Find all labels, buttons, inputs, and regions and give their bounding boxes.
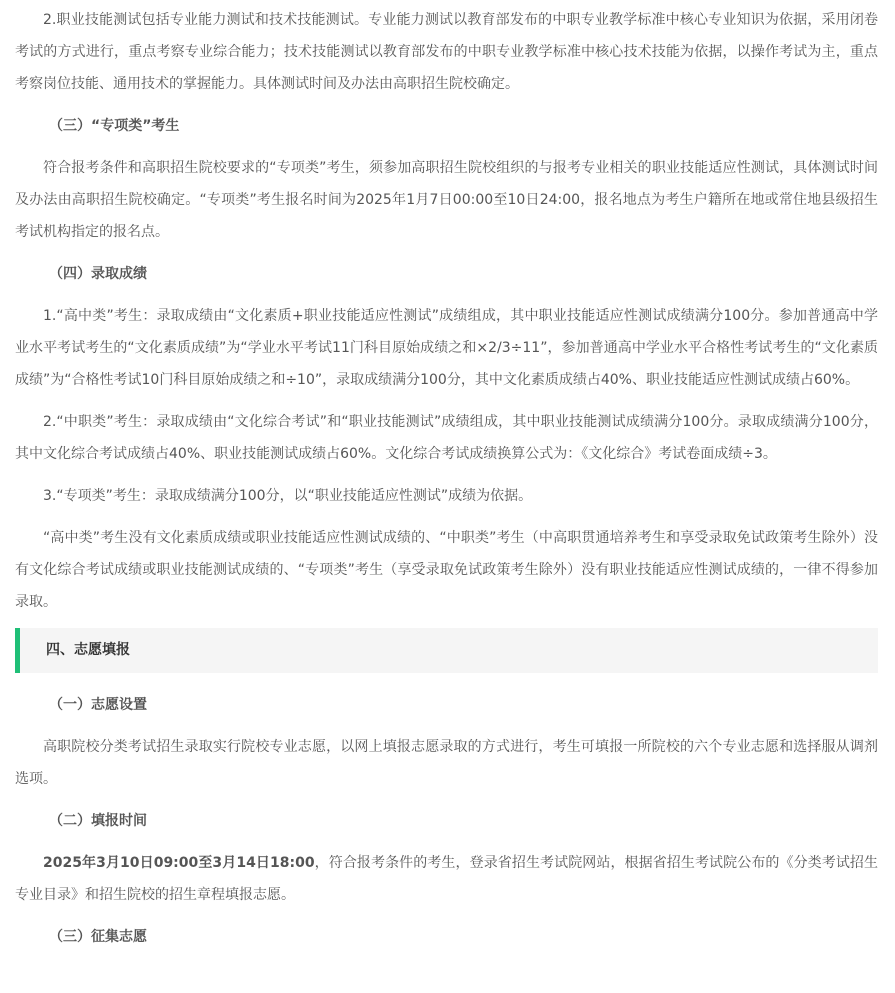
subheading-fill-time: （二）填报时间 — [49, 813, 147, 829]
paragraph-exclusion-rule: “高中类”考生没有文化素质成绩或职业技能适应性测试成绩的、“中职类”考生（中高职贯通培养考生和享受录取免试政策考生除外）没有文化综合考试成绩或职业技能测试成绩的、“专项类”考生（享受录取免试政策考生除外）没有职业技能适应性测试成绩的，一律不得参加录取。 — [15, 530, 878, 610]
paragraph-highschool-score: 1.“高中类”考生：录取成绩由“文化素质+职业技能适应性测试”成绩组成，其中职业技能适应性测试成绩满分100分。参加普通高中学业水平考试考生的“文化素质成绩”为“学业水平考试11门科目原始成绩之和×2/3÷11”，参加普通高中学业水平合格性考试考生的“文化素质成绩”为“合格性考试10门科目原始成绩之和÷10”，录取成绩满分100分，其中文化素质成绩占40%、职业技能适应性测试成绩占60%。 — [15, 308, 878, 388]
article-content — [15, 0, 878, 953]
subheading-solicit-volunteer: （三）征集志愿 — [49, 929, 147, 945]
subheading-special-category: （三）“专项类”考生 — [49, 118, 180, 134]
paragraph-vocational-score: 2.“中职类”考生：录取成绩由“文化综合考试”和“职业技能测试”成绩组成，其中职业技能测试成绩满分100分。录取成绩满分100分，其中文化综合考试成绩占40%、职业技能测试成绩占60%。文化综合考试成绩换算公式为：《文化综合》考试卷面成绩÷3。 — [15, 414, 878, 462]
paragraph-special-category: 符合报考条件和高职招生院校要求的“专项类”考生，须参加高职招生院校组织的与报考专业相关的职业技能适应性测试，具体测试时间及办法由高职招生院校确定。“专项类”考生报名时间为2025年1月7日00:00至10日24:00，报名地点为考生户籍所在地或常住地县级招生考试机构指定的报名点。 — [15, 160, 878, 240]
subheading-admission-score: （四）录取成绩 — [49, 266, 147, 282]
fill-time-date-range: 2025年3月10日09:00至3月14日18:00 — [43, 855, 315, 871]
paragraph-volunteer-setting: 高职院校分类考试招生录取实行院校专业志愿，以网上填报志愿录取的方式进行，考生可填报一所院校的六个专业志愿和选择服从调剂选项。 — [15, 739, 878, 787]
paragraph-vocational-test: 2.职业技能测试包括专业能力测试和技术技能测试。专业能力测试以教育部发布的中职专业教学标准中核心专业知识为依据，采用闭卷考试的方式进行，重点考察专业综合能力；技术技能测试以教育部发布的中职专业教学标准中核心技术技能为依据，以操作考试为主，重点考察岗位技能、通用技术的掌握能力。具体测试时间及办法由高职招生院校确定。 — [15, 12, 878, 92]
paragraph-special-score: 3.“专项类”考生：录取成绩满分100分，以“职业技能适应性测试”成绩为依据。 — [43, 488, 533, 504]
paragraph-fill-time — [15, 847, 878, 911]
subheading-volunteer-setting: （一）志愿设置 — [49, 697, 147, 713]
section-header-volunteer: 四、志愿填报 — [15, 628, 878, 673]
fill-time-instructions: ，符合报考条件的考生，登录省招生考试院网站，根据省招生考试院公布的《分类考试招生专业目录》和招生院校的招生章程填报志愿。 — [15, 855, 879, 903]
